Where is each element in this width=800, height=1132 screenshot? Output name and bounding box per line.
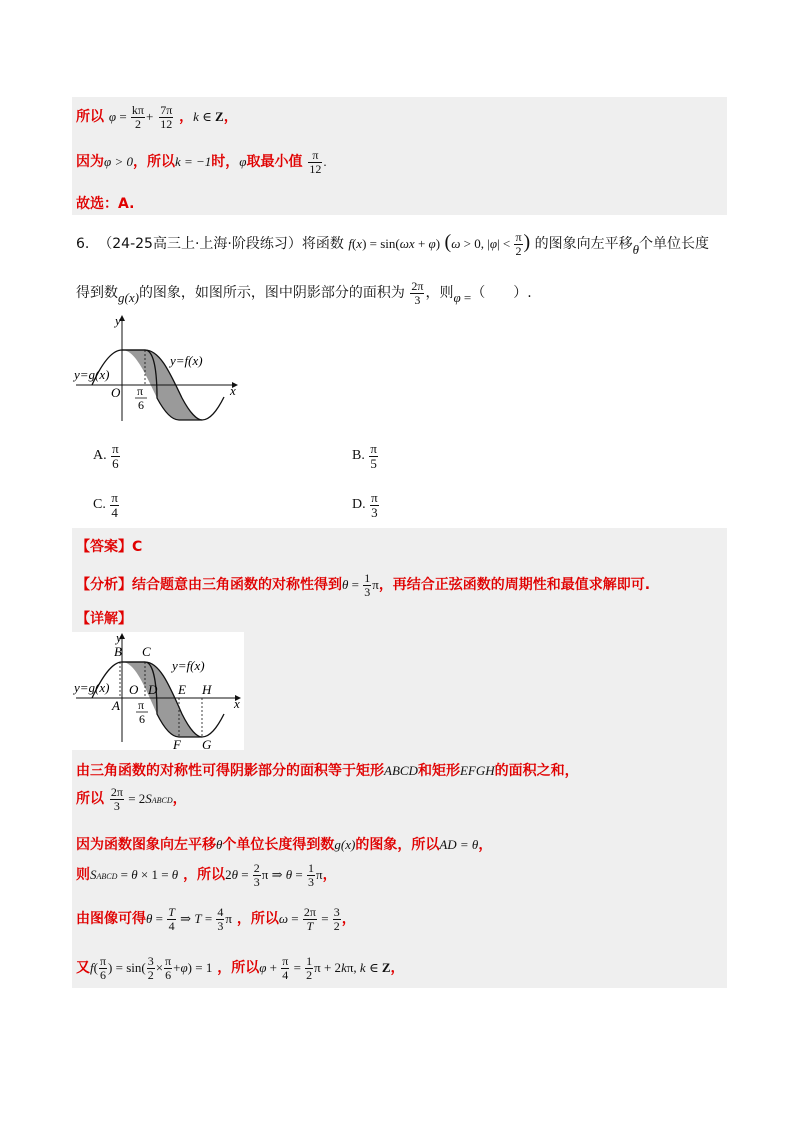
question-line-2: 得到数g(x)的图象，如图所示，图中阴影部分的面积为 $\frac{2\pi}{3}$ ，则φ =（ ）.	[76, 279, 532, 307]
solution-line-1: 由三角函数的对称性可得阴影部分的面积等于矩形ABCD和矩形EFGH的面积之和，	[76, 763, 579, 779]
solution-line-4: 则SABCD = θ × 1 = θ ，所以2θ = $\frac{2}{3}$ π ⇒ θ = $\frac{1}{3}$ π，	[76, 861, 337, 889]
x-label-2: x	[234, 696, 240, 711]
origin-label-2: O	[129, 682, 139, 697]
solution-line-6: 又f( $\frac{\pi}{6}$ ) = sin( $\frac{3}{2}$ × $\frac{\pi}{6}$ +φ) = 1 ，所以φ + $\frac{\pi}{4}$ = $\frac{1}{2}$ π + 2kπ, k ∈ Z，	[76, 954, 405, 982]
g-label: y=g(x)	[74, 367, 110, 382]
point-E: E	[178, 682, 186, 697]
answer-line: 【答案】C	[76, 539, 143, 555]
point-F: F	[173, 737, 181, 750]
y-label: y	[115, 313, 121, 328]
f-label-2: y=f(x)	[172, 658, 205, 673]
point-B: B	[114, 644, 122, 659]
figure-2-graph	[72, 632, 244, 750]
g-label-2: y=g(x)	[74, 680, 110, 695]
point-C: C	[142, 644, 151, 659]
tick-pi-den-2: 6	[139, 712, 145, 726]
detail-tag: 【详解】	[76, 611, 132, 627]
solution-line-5: 由图像可得θ = $\frac{T}{4}$ ⇒ T = $\frac{4}{3}$ π ，所以ω = $\frac{2\pi}{T}$ = $\frac{3}{2}$ ，	[76, 905, 356, 933]
option-b[interactable]: B. $\frac{\pi}{5}$	[352, 441, 377, 471]
solution-line-3: 因为函数图象向左平移θ个单位长度得到数g(x)的图象，所以AD = θ，	[76, 837, 493, 853]
point-D: D	[148, 682, 158, 697]
f-label: y=f(x)	[170, 353, 203, 368]
line-phi-formula: 所以 φ = $\frac{k\pi}{2}$ + $\frac{7\pi}{12}$ ，k ∈ Z，	[76, 103, 238, 131]
origin-label: O	[111, 385, 121, 400]
figure-1-graph	[72, 313, 242, 423]
solution-line-2: 所以 $\frac{2\pi}{3}$ = 2SABCD，	[76, 785, 187, 813]
tick-pi-num-2: π	[138, 698, 145, 712]
tick-pi-den: 6	[138, 398, 144, 412]
x-label: x	[230, 383, 236, 398]
y-label-2: y	[116, 632, 122, 645]
option-d[interactable]: D. $\frac{\pi}{3}$	[352, 490, 378, 520]
question-line-1: 6. （24-25高三上·上海·阶段练习）将函数 f(x) = sin(ωx + φ) (ω > 0, |φ| < $\frac{\pi}{2}$ ) 的图象向左平移θ个单位长度	[76, 230, 710, 258]
option-a[interactable]: A. $\frac{\pi}{6}$	[93, 441, 119, 471]
point-H: H	[202, 682, 212, 697]
line-choice: 故选：A.	[76, 196, 135, 212]
point-G: G	[202, 737, 212, 750]
point-A: A	[112, 698, 120, 713]
analysis-line: 【分析】结合题意由三角函数的对称性得到θ = $\frac{1}{3}$ π，再结合正弦函数的周期性和最值求解即可.	[76, 571, 651, 599]
option-c[interactable]: C. $\frac{\pi}{4}$	[93, 490, 118, 520]
line-min-value: 因为φ > 0，所以k = −1时，φ取最小值 $\frac{\pi}{12}$ .	[76, 148, 327, 176]
tick-pi-num: π	[137, 384, 144, 398]
